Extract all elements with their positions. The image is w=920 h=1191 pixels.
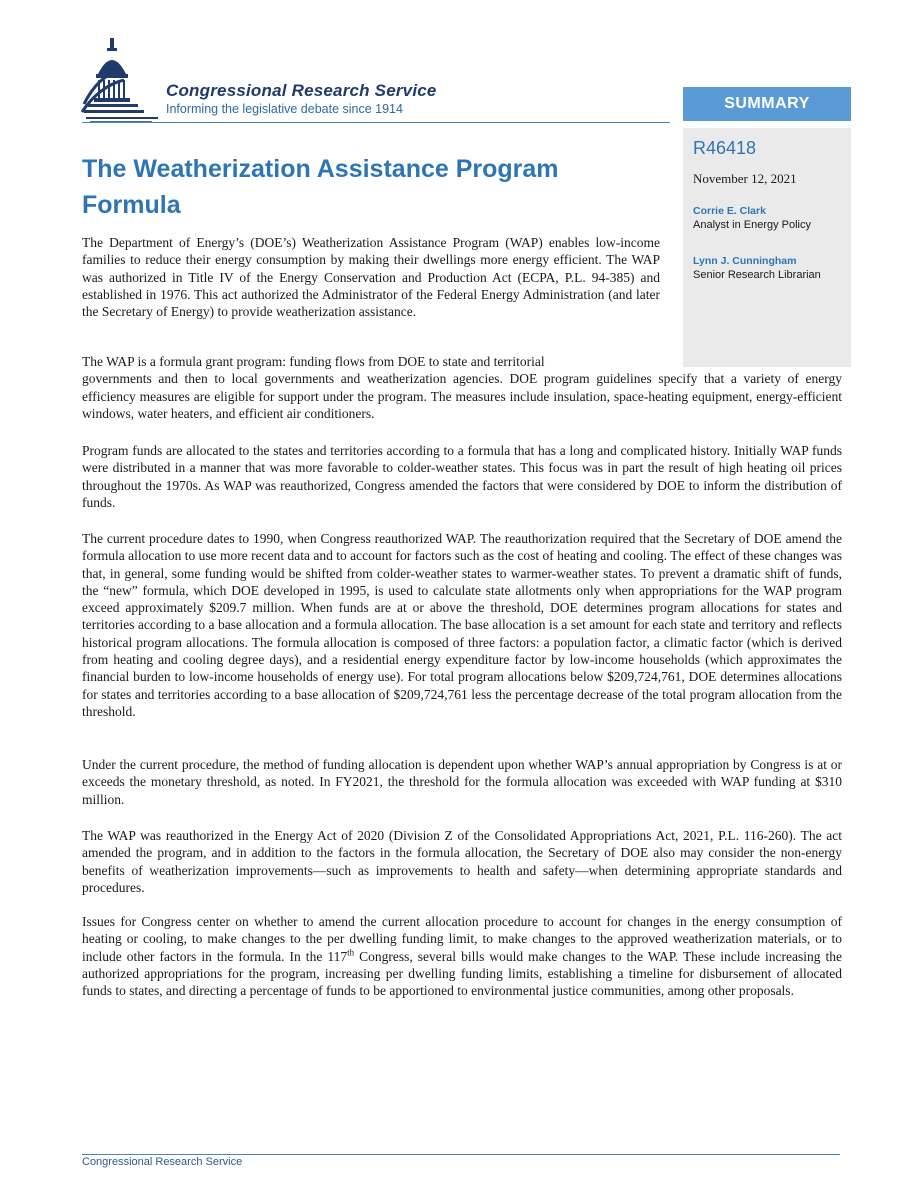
summary-paragraph (82, 913, 842, 999)
paragraph-text: Issues for Congress center on whether to amend the current allocation procedure to account for changes in the energy consumption of heating or cooling, to make changes to the per dwelling funding limit, to make changes to the approved weatherization materials, or to include other factors in the formula. In the 117 (82, 914, 842, 964)
author-name[interactable]: Corrie E. Clark (693, 205, 766, 217)
summary-paragraph: The Department of Energy’s (DOE’s) Weatherization Assistance Program (WAP) enables low-income families to reduce their energy consumption by making their dwellings more energy efficient. The WAP was authorized in Title IV of the Energy Conservation and Production Act (ECPA, P.L. 94-385) and established in 1976. This act authorized the Administrator of the Federal Energy Administration (and later the Secretary of Energy) to provide weatherization assistance. (82, 235, 660, 320)
report-number: R46418 (693, 138, 757, 158)
summary-paragraph: Under the current procedure, the method of funding allocation is dependent upon whether WAP’s annual appropriation by Congress is at or exceeds the monetary threshold, as noted. In FY2021, the threshold for the formula allocation was exceeded with WAP funding at $310 million. (82, 757, 842, 807)
header-divider (82, 122, 670, 123)
capitol-dome-icon (80, 34, 162, 124)
paragraph-text: Congress, several bills would make changes to the WAP. These include increasing the authorized appropriations for the program, increasing per dwelling funding limits, establishing a timeline for disbursement of allocated funds to states, and directing a percentage of funds to be apportioned to environmental justice communities, among other proposals. (82, 948, 842, 999)
org-tagline: Informing the legislative debate since 1914 (166, 102, 403, 116)
summary-paragraph: The WAP was reauthorized in the Energy Act of 2020 (Division Z of the Consolidated Appropriations Act, 2021, P.L. 116-260). The act amended the program, and in addition to the factors in the formula allocation, the Secretary of DOE also may consider the non-energy benefits of weatherization improvements—such as improvements to health and safety—when determining appropriate standards and procedures. (82, 828, 842, 895)
org-name: Congressional Research Service (166, 81, 437, 100)
paragraph-continuation: governments and then to local governments and weatherization agencies. DOE program guidelines specify that a variety of energy efficiency measures are eligible for support under the program. The measures include insulation, space-heating equipment, energy-efficient windows, water heaters, and efficient air conditioners. (82, 371, 842, 421)
author-title: Analyst in Energy Policy (693, 219, 811, 231)
sidebar-gap (683, 121, 851, 128)
summary-label: SUMMARY (683, 87, 851, 121)
footer-divider (82, 1154, 840, 1155)
report-date: November 12, 2021 (693, 171, 797, 186)
paragraph-line: The WAP is a formula grant program: funding flows from DOE to state and territorial (82, 354, 545, 369)
crs-logo (80, 34, 480, 124)
footer-text: Congressional Research Service (82, 1156, 243, 1168)
sidebar-content (683, 138, 851, 281)
document-title: The Weatherization Assistance Program Formula (82, 155, 559, 219)
summary-paragraph: Program funds are allocated to the states and territories according to a formula that has a long and complicated history. Initially WAP funds were distributed in a manner that was more favorable to colder-weather states. This focus was in part the result of high heating oil prices throughout the 1970s. As WAP was reauthorized, Congress amended the factors that were considered by DOE to inform the distribution of funds. (82, 443, 842, 510)
ordinal-suffix: th (347, 947, 355, 958)
author-title: Senior Research Librarian (693, 269, 821, 281)
summary-sidebar (683, 87, 851, 367)
author-block (693, 205, 841, 231)
author-name[interactable]: Lynn J. Cunningham (693, 255, 797, 267)
summary-paragraph (82, 353, 842, 422)
summary-paragraph: The current procedure dates to 1990, when Congress reauthorized WAP. The reauthorization required that the Secretary of DOE amend the formula allocation to use more recent data and to account for factors such as the cost of heating and cooling. The effect of these changes was that, in general, some funding would be shifted from colder-weather states to warmer-weather states. To prevent a dramatic shift of funds, the “new” formula, which DOE developed in 1995, is used to calculate state allotments only when appropriations for the WAP program exceed approximately $209.7 million. When funds are at or above the threshold, DOE determines program allocations for states and territories according to a base allocation and a formula allocation. The base allocation is a set amount for each state and territory and reflects historical program allocations. The formula allocation is composed of three factors: a population factor, a climatic factor (which is derived from heating and cooling degree days), and a residential energy expenditure factor by low-income households (which approximates the financial burden to low-income households of energy use). For total program allocations below $209,724,761, DOE determines allocations for states and territories according to a base allocation of $209,724,761 less the percentage decrease of the total program allocation from the threshold. (82, 531, 842, 719)
author-block (693, 255, 841, 281)
